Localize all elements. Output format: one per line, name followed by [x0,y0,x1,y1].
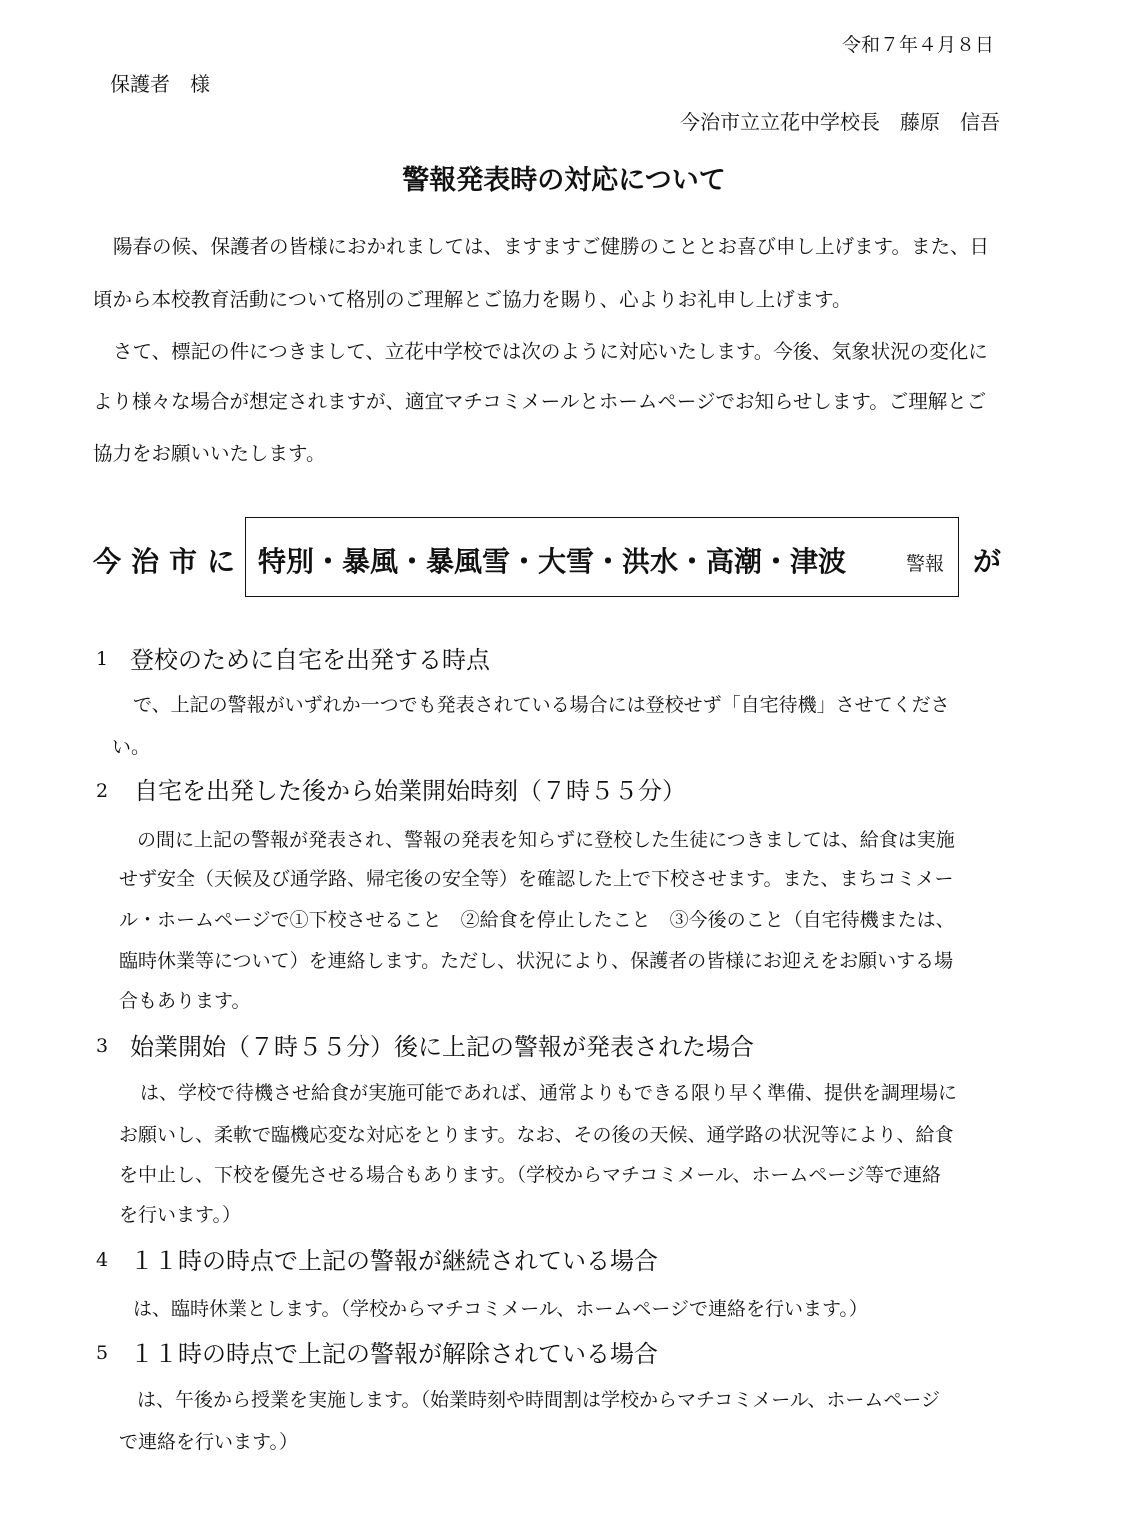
item-body-line: ル・ホームページで①下校させること ②給食を停止したこと ③今後のこと（自宅待機または、 [119,909,955,931]
sender: 今治市立立花中学校長 藤原 信吾 [680,110,1000,134]
item-body-line: 臨時休業等について）を連絡します。ただし、状況により、保護者の皆様にお迎えをお願いする場 [119,950,954,972]
warning-types: 特別・暴風・暴風雪・大雪・洪水・高潮・津波 [258,545,847,578]
item-body-line: で、上記の警報がいずれか一つでも発表されている場合には登校せず「自宅待機」させてくださ [133,694,950,716]
intro-line: より様々な場合が想定されますが、適宜マチコミメールとホームページでお知らせします。ご理解とご [93,390,987,413]
document-date: 令和７年４月８日 [842,34,995,56]
item-body-line: を中止し、下校を優先させる場合もあります。（学校からマチコミメール、ホームページ等で連絡 [119,1164,941,1186]
item-body-line: せず安全（天候及び通学路、帰宅後の安全等）を確認した上で下校させます。また、まちコミメー [119,868,954,890]
banner-lead: 今治市に [93,545,246,578]
item-body-line: は、臨時休業とします。（学校からマチコミメール、ホームページで連絡を行います。） [133,1298,868,1320]
item-number: 2 [96,780,109,802]
item-heading: 始業開始（７時５５分）後に上記の警報が発表された場合 [130,1033,754,1061]
item-body-line: を行います。） [119,1204,241,1226]
intro-line: 陽春の候、保護者の皆様におかれましては、ますますご健勝のこととお喜び申し上げます。また、日 [113,235,989,258]
item-body-line: い。 [112,736,151,758]
item-body-line: は、学校で待機させ給食が実施可能であれば、通常よりもできる限り早く準備、提供を調理場に [140,1082,958,1104]
intro-line: 協力をお願いいたします。 [93,442,326,465]
recipient: 保護者 様 [110,72,210,96]
item-body-line: お願いし、柔軟で臨機応変な対応をとります。なお、その後の天候、通学路の状況等により、給食 [119,1124,954,1146]
item-heading: １１時の時点で上記の警報が継続されている場合 [130,1247,658,1275]
page-title: 警報発表時の対応について [402,165,726,196]
item-heading: 登校のために自宅を出発する時点 [130,646,490,674]
item-body-line: の間に上記の警報が発表され、警報の発表を知らずに登校した生徒につきましては、給食は実施 [137,829,955,851]
item-number: 4 [96,1249,109,1271]
item-heading: 自宅を出発した後から始業開始時刻（７時５５分） [134,777,686,805]
item-body-line: は、午後から授業を実施します。（始業時刻や時間割は学校からマチコミメール、ホームページ [137,1389,940,1411]
intro-line: さて、標記の件につきまして、立花中学校では次のように対応いたします。今後、気象状況の変化に [113,340,988,363]
item-heading: １１時の時点で上記の警報が解除されている場合 [130,1340,658,1368]
item-body-line: 合もあります。 [119,990,251,1012]
item-body-line: で連絡を行います。） [119,1431,298,1453]
warning-types-box [245,517,959,597]
item-number: 1 [96,648,109,670]
intro-line: 頃から本校教育活動について格別のご理解とご協力を賜り、心よりお礼申し上げます。 [93,288,852,311]
item-number: 3 [96,1035,109,1057]
item-number: 5 [96,1342,109,1364]
warning-label: 警報 [906,553,945,575]
banner-tail: が [973,545,1002,578]
